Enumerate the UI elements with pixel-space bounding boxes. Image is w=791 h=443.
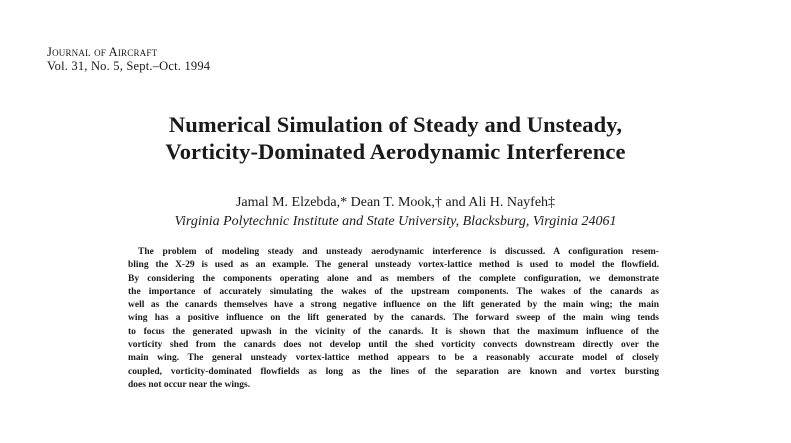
abstract-line: does not occur near the wings. bbox=[128, 379, 251, 390]
abstract-line: coupled, vorticity-dominated flowfields as long as the lines of the separation are known and vortex bursting bbox=[128, 366, 659, 377]
abstract-line: main wing. The general unsteady vortex-lattice method appears to be a reasonably accurate model of closely bbox=[128, 353, 659, 364]
abstract-line: to focus the generated upwash in the vicinity of the canards. It is shown that the maximum influence of the bbox=[128, 326, 659, 337]
journal-name: Journal of Aircraft bbox=[47, 45, 158, 59]
paper-title-line-2: Vorticity-Dominated Aerodynamic Interference bbox=[165, 139, 626, 164]
paper-title bbox=[0, 111, 791, 165]
paper-title-line-1: Numerical Simulation of Steady and Unsteady, bbox=[168, 112, 623, 137]
abstract-line: the importance of accurately simulating the wakes of the upstream components. The wakes of the canards as bbox=[128, 286, 659, 297]
journal-header bbox=[47, 45, 210, 73]
abstract-line: By considering the components operating alone and as members of the complete configuration, we demonstrate bbox=[128, 273, 659, 284]
abstract-line: well as the canards themselves have a strong negative influence on the lift generated by the main wing; the main bbox=[128, 300, 659, 311]
abstract-line: wing has a positive influence on the lift generated by the canards. The forward sweep of the main wing tends bbox=[128, 313, 659, 324]
journal-volume-issue: Vol. 31, No. 5, Sept.–Oct. 1994 bbox=[47, 59, 211, 73]
author-affiliation: Virginia Polytechnic Institute and State University, Blacksburg, Virginia 24061 bbox=[174, 214, 617, 229]
abstract-line: bling the X-29 is used as an example. The general unsteady vortex-lattice method is used to model the flowfield. bbox=[128, 260, 659, 271]
author-list: Jamal M. Elzebda,* Dean T. Mook,† and Ali H. Nayfeh‡ bbox=[235, 195, 556, 210]
abstract-line: vorticity shed from the canards does not develop until the shed vorticity convects downstream directly over the bbox=[128, 340, 659, 351]
abstract-line: The problem of modeling steady and unsteady aerodynamic interference is discussed. A configuration resem- bbox=[138, 247, 659, 257]
abstract bbox=[128, 246, 659, 392]
